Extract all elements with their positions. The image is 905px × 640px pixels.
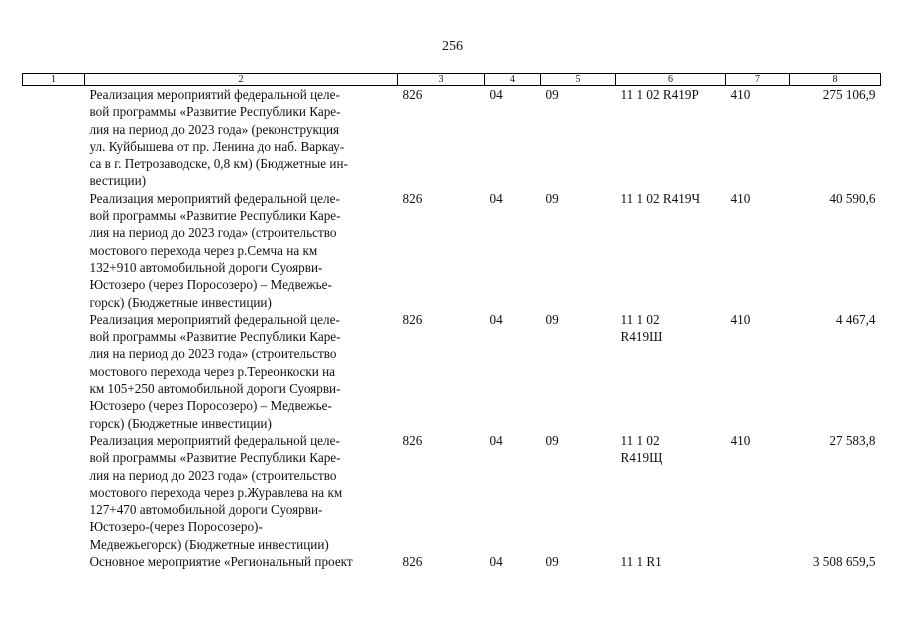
target-article-cell: 11 1 02 R419Щ <box>620 432 663 466</box>
description-line: вой программы «Развитие Республики Каре- <box>89 450 341 466</box>
description-line: Юстозеро (через Поросозеро) – Медвежье- <box>89 398 332 414</box>
description-line: ул. Куйбышева от пр. Ленина до наб. Варкау- <box>89 138 345 154</box>
row-number-cell <box>23 311 85 432</box>
description-line: Юстозеро-(через Поросозеро)- <box>89 519 263 535</box>
description-cell <box>85 432 398 553</box>
target-article-cell: 11 1 02 R419Р <box>620 87 699 102</box>
ministry-code-cell: 826 <box>402 87 423 102</box>
table-body <box>23 86 881 571</box>
description-line: вестиции) <box>89 173 147 189</box>
column-header-8: 8 <box>790 74 881 86</box>
column-header-6: 6 <box>616 74 726 86</box>
description-line: мостового перехода через р.Журавлева на км <box>89 484 343 500</box>
ministry-code-cell: 826 <box>402 554 423 570</box>
row-number-cell <box>23 553 85 570</box>
table-row <box>23 553 881 570</box>
row-number-cell <box>23 86 85 190</box>
description-line: Реализация мероприятий федеральной целе- <box>89 432 340 448</box>
ministry-code-cell: 826 <box>402 311 423 327</box>
expense-type-cell <box>726 553 790 570</box>
description-line: км 105+250 автомобильной дороги Суоярви- <box>89 381 341 397</box>
expense-type-cell: 410 <box>730 190 751 206</box>
section-code-cell: 04 <box>489 432 503 448</box>
section-code-cell: 04 <box>489 87 503 102</box>
row-number-cell <box>23 432 85 553</box>
row-number-cell <box>23 190 85 311</box>
target-article-cell: 11 1 02 R419Ч <box>620 190 701 206</box>
description-line: лия на период до 2023 года» (строительство <box>89 346 337 362</box>
expense-type-cell: 410 <box>730 87 751 102</box>
description-line: Основное мероприятие «Региональный проект <box>89 554 353 570</box>
column-header-1: 1 <box>23 74 85 86</box>
description-line: 127+470 автомобильной дороги Суоярви- <box>89 502 323 518</box>
description-cell <box>85 86 398 190</box>
description-line: вой программы «Развитие Республики Каре- <box>89 208 341 224</box>
description-line: вой программы «Развитие Республики Каре- <box>89 104 341 120</box>
ministry-code-cell: 826 <box>402 432 423 448</box>
subsection-code-cell: 09 <box>545 190 559 206</box>
column-header-7: 7 <box>726 74 790 86</box>
description-line: горск) (Бюджетные инвестиции) <box>89 415 272 431</box>
column-header-4: 4 <box>485 74 541 86</box>
target-article-cell: 11 1 02 R419Ш <box>620 311 663 345</box>
section-code-cell: 04 <box>489 190 503 206</box>
description-line: горск) (Бюджетные инвестиции) <box>89 294 272 310</box>
description-line: Реализация мероприятий федеральной целе- <box>89 311 340 327</box>
amount-cell: 275 106,9 <box>822 87 876 102</box>
column-number-header-row <box>23 74 881 86</box>
page-number: 256 <box>442 39 463 54</box>
table-row <box>23 190 881 311</box>
section-code-cell: 04 <box>489 311 503 327</box>
amount-cell: 3 508 659,5 <box>812 554 876 570</box>
description-cell <box>85 190 398 311</box>
amount-cell: 4 467,4 <box>835 311 876 327</box>
subsection-code-cell: 09 <box>545 87 559 102</box>
description-line: 132+910 автомобильной дороги Суоярви- <box>89 259 323 275</box>
amount-cell: 40 590,6 <box>829 190 876 206</box>
column-header-3: 3 <box>398 74 485 86</box>
description-line: Реализация мероприятий федеральной целе- <box>89 190 340 206</box>
column-header-2: 2 <box>85 74 398 86</box>
budget-table <box>22 73 881 570</box>
amount-cell: 27 583,8 <box>829 432 876 448</box>
description-line: мостового перехода через р.Тереонкоски на <box>89 363 336 379</box>
target-article-cell: 11 1 R1 <box>620 554 662 570</box>
description-line: мостового перехода через р.Семча на км <box>89 242 318 258</box>
expense-type-cell: 410 <box>730 311 751 327</box>
table-row <box>23 311 881 432</box>
description-line: лия на период до 2023 года» (строительство <box>89 467 337 483</box>
expense-type-cell: 410 <box>730 432 751 448</box>
table-row <box>23 432 881 553</box>
section-code-cell: 04 <box>489 554 503 570</box>
column-header-5: 5 <box>541 74 616 86</box>
description-line: Медвежьегорск) (Бюджетные инвестиции) <box>89 536 329 552</box>
table-row <box>23 86 881 190</box>
description-cell <box>85 311 398 432</box>
description-line: Реализация мероприятий федеральной целе- <box>89 87 340 102</box>
description-line: Юстозеро (через Поросозеро) – Медвежье- <box>89 277 332 293</box>
subsection-code-cell: 09 <box>545 554 559 570</box>
description-line: вой программы «Развитие Республики Каре- <box>89 329 341 345</box>
subsection-code-cell: 09 <box>545 432 559 448</box>
description-cell <box>85 553 398 570</box>
subsection-code-cell: 09 <box>545 311 559 327</box>
description-line: са в г. Петрозаводске, 0,8 км) (Бюджетные ин- <box>89 156 348 172</box>
description-line: лия на период до 2023 года» (реконструкция <box>89 121 340 137</box>
description-line: лия на период до 2023 года» (строительство <box>89 225 337 241</box>
ministry-code-cell: 826 <box>402 190 423 206</box>
